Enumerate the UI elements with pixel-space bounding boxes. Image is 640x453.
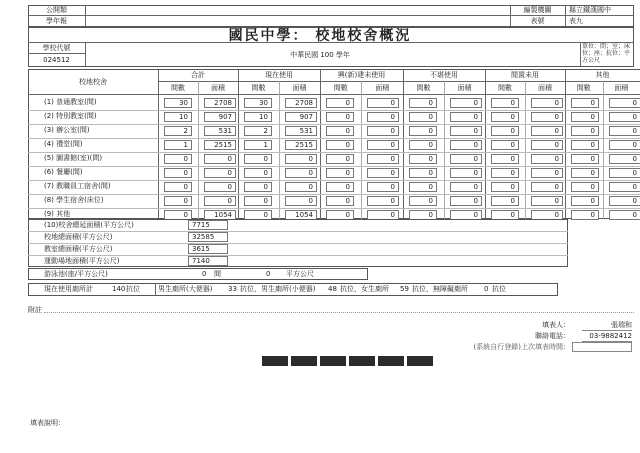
value-cell[interactable]: 0 [571,140,599,150]
subheader-count: 間數 [416,84,431,92]
value-cell[interactable]: 0 [409,210,437,220]
value-cell[interactable]: 0 [326,154,354,164]
value-cell[interactable]: 0 [409,112,437,122]
value-cell[interactable]: 0 [491,126,519,136]
value-cell[interactable]: 0 [326,210,354,220]
org-value: 縣立鐵漢國中 [569,6,611,14]
row-label: (6) 餐廳(間) [44,168,83,176]
toilets-total: 140 [112,285,126,293]
total-label: (10)校舍總延面積(平方公尺) [44,221,134,229]
submit-time-label: (系統自行登錄)上次填表時間： [473,343,570,351]
toilets-male-label: 男生廁所(大便器) [158,285,213,293]
value-cell[interactable]: 0 [609,126,640,136]
value-cell[interactable]: 0 [367,196,399,206]
org-label: 編製機關 [523,6,552,14]
notes-label: 附註 [28,306,42,314]
value-cell[interactable]: 0 [450,126,482,136]
row-label: (4) 禮堂(間) [44,140,83,148]
toolbar-button-6[interactable] [407,356,433,366]
toilets-male-value: 33 [228,285,237,293]
value-cell[interactable]: 0 [571,112,599,122]
value-cell[interactable]: 0 [409,98,437,108]
value-cell[interactable]: 30 [244,98,272,108]
value-cell[interactable]: 0 [531,182,563,192]
subheader-count: 間數 [251,84,266,92]
value-cell[interactable]: 0 [367,140,399,150]
value-cell[interactable]: 907 [204,112,236,122]
toilets-female-label: 抗位，女生廁所 [340,285,389,293]
value-cell[interactable]: 0 [326,196,354,206]
value-cell[interactable]: 0 [244,210,272,220]
value-cell[interactable]: 0 [164,196,192,206]
value-cell[interactable]: 0 [326,182,354,192]
value-cell[interactable]: 0 [450,154,482,164]
value-cell[interactable]: 0 [571,210,599,220]
value-cell[interactable]: 0 [409,182,437,192]
submit-time-field[interactable] [572,342,632,352]
value-cell[interactable]: 0 [326,112,354,122]
row-header: 校地校舍 [79,78,107,86]
value-cell[interactable]: 0 [285,168,317,178]
toilets-unit: 抗位 [492,285,506,293]
value-cell[interactable]: 0 [450,210,482,220]
total-value[interactable]: 7140 [188,256,228,266]
total-label: 教室總面積(平方公尺) [44,245,113,253]
value-cell[interactable]: 2 [244,126,272,136]
value-cell[interactable]: 0 [609,196,640,206]
toilets-accessible-label: 抗位，無障礙廁所 [412,285,468,293]
value-cell[interactable]: 0 [204,154,236,164]
value-cell[interactable]: 0 [164,154,192,164]
value-cell[interactable]: 0 [285,154,317,164]
value-cell[interactable]: 0 [367,126,399,136]
total-value[interactable]: 7715 [188,220,228,230]
value-cell[interactable]: 0 [531,196,563,206]
value-cell[interactable]: 0 [367,168,399,178]
value-cell[interactable]: 0 [326,126,354,136]
group-new-unused: 興(新)建未使用 [337,71,386,79]
row-label: (9) 其他 [44,210,71,218]
value-cell[interactable]: 0 [531,126,563,136]
row-label: (8) 學生宿舍(床位) [44,196,104,204]
value-cell[interactable]: 0 [367,154,399,164]
value-cell[interactable]: 0 [571,182,599,192]
value-cell[interactable]: 2515 [204,140,236,150]
value-cell[interactable]: 0 [367,210,399,220]
value-cell[interactable]: 0 [491,112,519,122]
row-label: (3) 辦公室(間) [44,126,90,134]
value-cell[interactable]: 0 [367,182,399,192]
group-unusable: 不堪使用 [430,71,458,79]
value-cell[interactable]: 0 [491,210,519,220]
value-cell[interactable]: 531 [285,126,317,136]
value-cell[interactable]: 0 [409,154,437,164]
total-value[interactable]: 32585 [188,232,228,242]
toolbar-button-5[interactable] [378,356,404,366]
form-label: 表號 [530,17,545,25]
toilets-total-unit: 抗位 [126,285,140,293]
value-cell[interactable]: 0 [531,168,563,178]
toolbar-button-2[interactable] [291,356,317,366]
notes-line [44,312,634,313]
group-idle: 閒置未用 [511,71,539,79]
toolbar-button-3[interactable] [320,356,346,366]
row-label: (5) 圖書館(室)(間) [44,154,103,162]
value-cell[interactable]: 0 [609,168,640,178]
pool-area-unit: 平方公尺 [286,270,314,278]
value-cell[interactable]: 1 [244,140,272,150]
value-cell[interactable]: 0 [609,140,640,150]
total-label: 校地總面積(平方公尺) [44,233,113,241]
value-cell[interactable]: 0 [409,196,437,206]
value-cell[interactable]: 0 [164,168,192,178]
subheader-area: 面積 [211,84,225,92]
value-cell[interactable]: 0 [571,98,599,108]
subheader-area: 面積 [292,84,307,92]
value-cell[interactable]: 0 [204,182,236,192]
value-cell[interactable]: 10 [164,112,192,122]
value-cell[interactable]: 0 [609,112,640,122]
value-cell[interactable]: 0 [204,168,236,178]
value-cell[interactable]: 0 [409,126,437,136]
value-cell[interactable]: 0 [531,154,563,164]
value-cell[interactable]: 0 [491,98,519,108]
subheader-count: 間數 [171,84,185,92]
page-title: 國民中學： 校地校舍概況 [228,28,412,44]
value-cell[interactable]: 0 [450,168,482,178]
value-cell[interactable]: 2708 [285,98,317,108]
value-cell[interactable]: 0 [244,168,272,178]
total-value[interactable]: 3615 [188,244,228,254]
toilets-label: 現在使用廁所計 [44,285,93,293]
group-total: 合計 [191,71,205,79]
phone-value[interactable]: 03-9882412 [582,331,632,342]
subheader-count: 間數 [333,84,348,92]
value-cell[interactable]: 1054 [204,210,236,220]
value-cell[interactable]: 0 [450,112,482,122]
value-cell[interactable]: 0 [609,182,640,192]
value-cell[interactable]: 0 [571,168,599,178]
value-cell[interactable]: 0 [491,182,519,192]
group-in-use: 現在使用 [265,71,293,79]
toilets-urinal-label: 抗位，男生廁所(小便器) [240,285,316,293]
value-cell[interactable]: 0 [450,182,482,192]
value-cell[interactable]: 0 [571,126,599,136]
group-other: 其他 [595,71,610,79]
value-cell[interactable]: 0 [609,210,640,220]
value-cell[interactable]: 0 [326,140,354,150]
value-cell[interactable]: 2 [164,126,192,136]
value-cell[interactable]: 0 [531,98,563,108]
value-cell[interactable]: 0 [450,196,482,206]
toilets-urinal-value: 48 [328,285,337,293]
value-cell[interactable]: 0 [609,98,640,108]
value-cell[interactable]: 0 [491,154,519,164]
preparer-label: 填表人： [542,321,570,329]
value-cell[interactable]: 531 [204,126,236,136]
value-cell[interactable]: 0 [450,140,482,150]
value-cell[interactable]: 0 [531,112,563,122]
value-cell[interactable]: 0 [491,168,519,178]
form-value: 表九 [569,17,583,25]
value-cell[interactable]: 0 [164,210,192,220]
value-cell[interactable]: 1054 [285,210,317,220]
value-cell[interactable]: 0 [571,154,599,164]
value-cell[interactable]: 0 [409,140,437,150]
value-cell[interactable]: 0 [164,182,192,192]
toolbar-button-1[interactable] [262,356,288,366]
value-cell[interactable]: 0 [244,182,272,192]
value-cell[interactable]: 0 [367,98,399,108]
value-cell[interactable]: 1 [164,140,192,150]
year-label: 學年報 [46,17,67,25]
value-cell[interactable]: 0 [450,98,482,108]
public-label: 公開類 [46,6,67,14]
value-cell[interactable]: 0 [204,196,236,206]
preparer-value[interactable]: 張瑞和 [582,320,632,331]
pool-count: 0 [202,270,207,278]
value-cell[interactable]: 0 [571,196,599,206]
value-cell[interactable]: 0 [491,196,519,206]
toilets-accessible-value: 0 [484,285,489,293]
value-cell[interactable]: 0 [609,154,640,164]
subtitle: 中華民國 100 學年 [290,51,350,59]
value-cell[interactable]: 30 [164,98,192,108]
school-code-label: 學校代號 [42,44,71,52]
instructions-label: 填表說明： [30,419,65,427]
row-label: (7) 教職員工宿舍(間) [44,182,111,190]
subheader-area: 面積 [375,84,390,92]
value-cell[interactable]: 2708 [204,98,236,108]
pool-label: 游泳池(座/平方公尺) [44,270,108,278]
subheader-count: 間數 [498,84,512,92]
phone-label: 聯絡電話： [535,332,570,340]
value-cell[interactable]: 0 [409,168,437,178]
value-cell[interactable]: 0 [491,140,519,150]
value-cell[interactable]: 0 [531,140,563,150]
value-cell[interactable]: 0 [367,112,399,122]
value-cell[interactable]: 0 [531,210,563,220]
value-cell[interactable]: 2515 [285,140,317,150]
subheader-area: 面積 [457,84,472,92]
toilets-female-value: 59 [400,285,409,293]
value-cell[interactable]: 0 [326,168,354,178]
value-cell[interactable]: 0 [326,98,354,108]
toolbar-button-4[interactable] [349,356,375,366]
value-cell[interactable]: 0 [244,154,272,164]
total-label: 運動場地面積(平方公尺) [44,257,120,265]
value-cell[interactable]: 0 [285,182,317,192]
subheader-count: 間數 [576,84,591,92]
unit-note: 單位：間；室；床位；座；抗位；平方公尺 [582,43,631,64]
school-code: 024512 [43,56,70,64]
value-cell[interactable]: 10 [244,112,272,122]
value-cell[interactable]: 907 [285,112,317,122]
value-cell[interactable]: 0 [244,196,272,206]
subheader-area: 面積 [538,84,552,92]
row-label: (1) 普通教室(間) [44,98,97,106]
row-label: (2) 特別教室(間) [44,112,97,120]
value-cell[interactable]: 0 [285,196,317,206]
pool-count-unit: 間 [214,270,221,278]
pool-area: 0 [266,270,271,278]
subheader-area: 面積 [614,84,629,92]
